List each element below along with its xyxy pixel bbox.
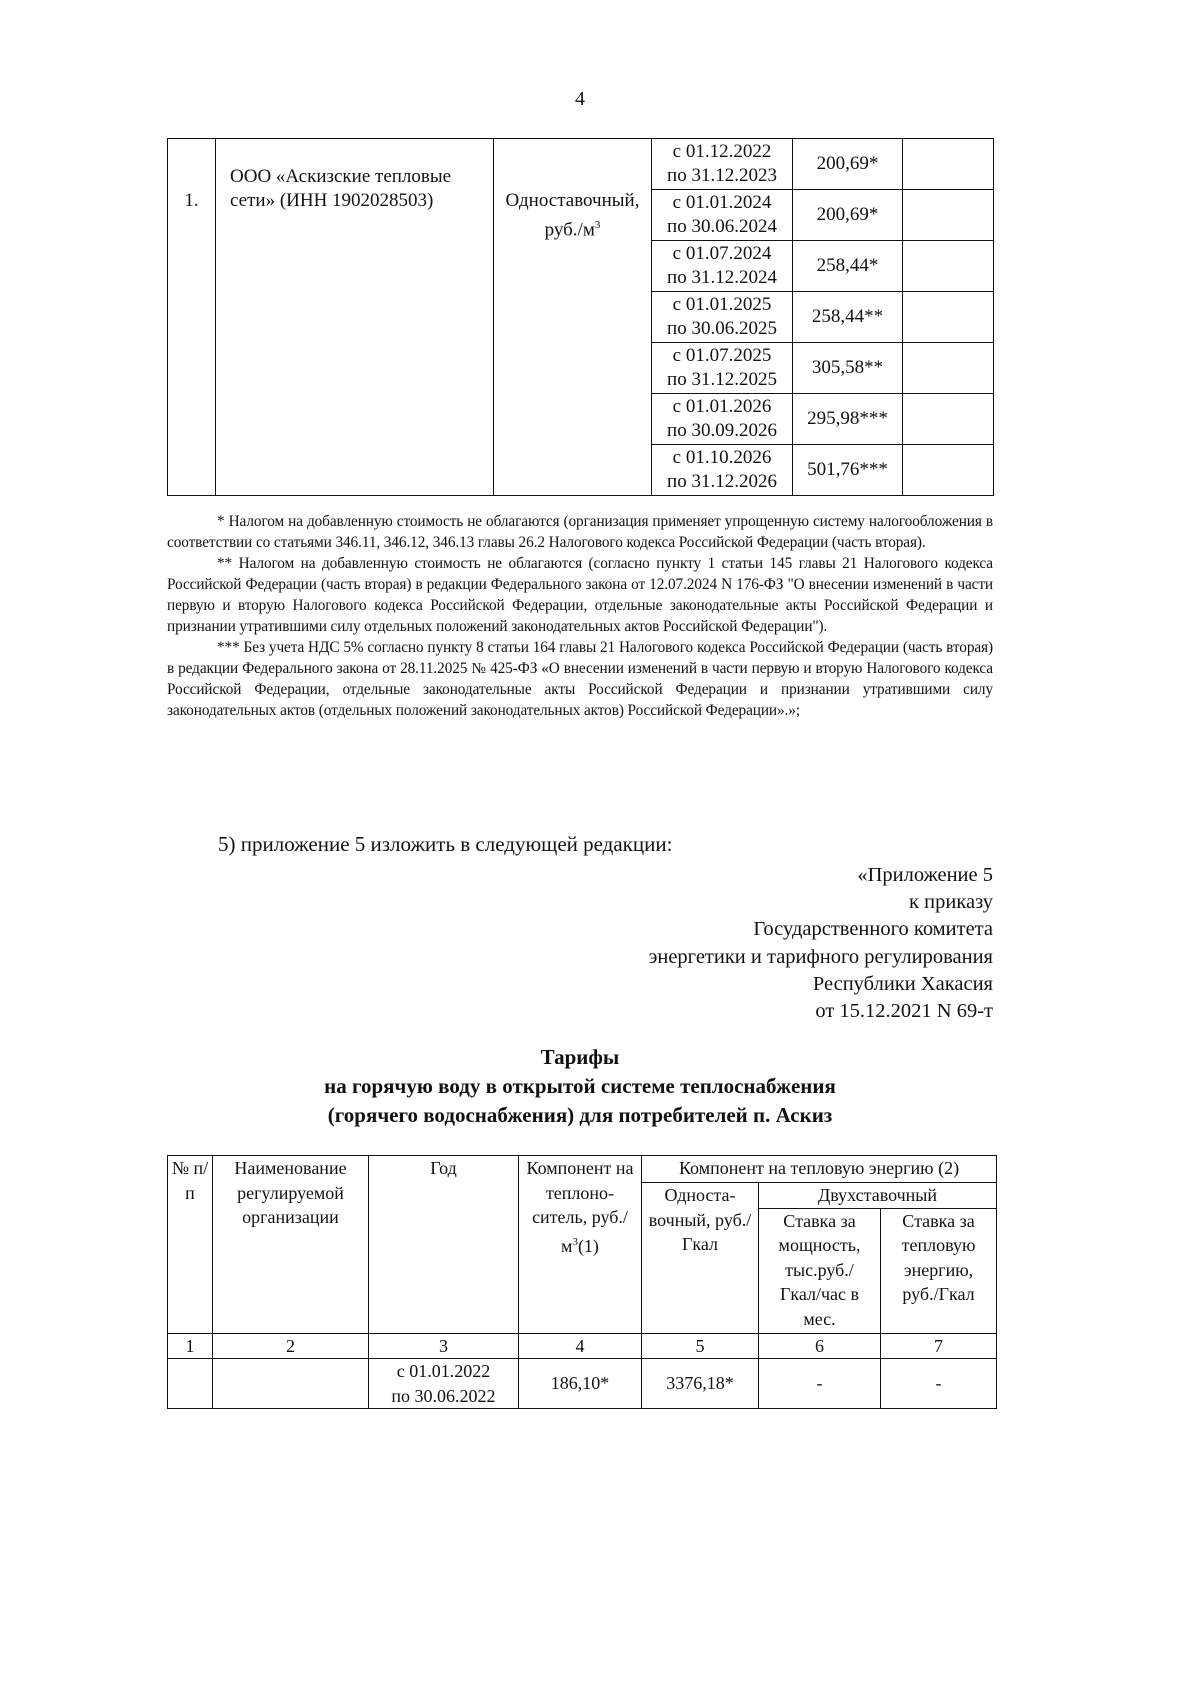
header-single: Односта-вочный, руб./Гкал xyxy=(642,1183,759,1334)
period-from: с 01.10.2026 xyxy=(672,447,772,468)
period-to: по 31.12.2024 xyxy=(667,267,777,288)
column-number: 2 xyxy=(213,1333,369,1359)
row-number xyxy=(168,1359,213,1409)
period-cell xyxy=(652,445,793,496)
period-to: по 30.06.2022 xyxy=(391,1385,496,1406)
organization-name: ООО «Аскизские тепловые сети» (ИНН 1902028503) xyxy=(216,139,494,496)
tariff-type xyxy=(494,139,652,496)
title-line: (горячего водоснабжения) для потребителей п. Аскиз xyxy=(327,1103,833,1127)
value-energy: - xyxy=(881,1359,997,1409)
footnotes xyxy=(167,511,993,721)
header-carrier-text: Компонент на теплоно-ситель, руб./м xyxy=(526,1158,634,1256)
value-capacity: - xyxy=(759,1359,881,1409)
column-numbers-row xyxy=(168,1333,997,1359)
tariff-value: 258,44** xyxy=(793,292,903,343)
column-number: 4 xyxy=(519,1333,642,1359)
footnote-3: *** Без учета НДС 5% согласно пункту 8 статьи 164 главы 21 Налогового кодекса Российской Федерации (часть вторая) в редакции Федерального закона от 28.11.2025 № 425-ФЗ «О внесении изменений в части первую и вторую Налогового кодекса Российской Федерации, отдельные законодательные акты Российской Федерации и признании утратившими силу законодательных актов (отдельных положений законодательных актов) Российской Федерации».»; xyxy=(167,639,993,719)
header-heat: Компонент на тепловую энергию (2) xyxy=(642,1156,997,1183)
tariff-value: 501,76*** xyxy=(793,445,903,496)
period-cell xyxy=(652,343,793,394)
period-to: по 31.12.2026 xyxy=(667,471,777,492)
period-from: с 01.07.2025 xyxy=(672,345,772,366)
empty-cell xyxy=(903,190,994,241)
header-carrier-note: (1) xyxy=(577,1235,599,1256)
tariff-type-text: Одноставочный, руб./м xyxy=(505,190,640,241)
period-cell xyxy=(652,190,793,241)
empty-cell xyxy=(903,139,994,190)
appendix-line: «Приложение 5 xyxy=(857,864,993,886)
period-cell xyxy=(652,139,793,190)
empty-cell xyxy=(903,241,994,292)
title-line: на горячую воду в открытой системе теплоснабжения xyxy=(324,1074,836,1098)
period-from: с 01.01.2025 xyxy=(672,294,772,315)
tariff-type-sup: 3 xyxy=(594,219,601,231)
document-title xyxy=(167,1043,993,1130)
header-carrier xyxy=(519,1156,642,1334)
item-5-text: 5) приложение 5 изложить в следующей редакции: xyxy=(218,832,673,856)
tariff-table-hot-water xyxy=(167,1155,997,1409)
table-row xyxy=(168,139,994,190)
organization-name xyxy=(213,1359,369,1409)
empty-cell xyxy=(903,445,994,496)
appendix-header xyxy=(649,862,993,1025)
tariff-value: 305,58** xyxy=(793,343,903,394)
period-cell xyxy=(652,292,793,343)
period-from: с 01.07.2024 xyxy=(672,243,772,264)
period-cell xyxy=(369,1359,519,1409)
column-number: 3 xyxy=(369,1333,519,1359)
period-to: по 31.12.2025 xyxy=(667,369,777,390)
header-year: Год xyxy=(369,1156,519,1334)
column-number: 6 xyxy=(759,1333,881,1359)
empty-cell xyxy=(903,292,994,343)
period-from: с 01.01.2026 xyxy=(672,396,772,417)
empty-cell xyxy=(903,343,994,394)
tariff-value: 200,69* xyxy=(793,139,903,190)
column-number: 1 xyxy=(168,1333,213,1359)
period-to: по 30.06.2024 xyxy=(667,216,777,237)
title-line: Тарифы xyxy=(540,1045,620,1069)
tariff-table-cold-water xyxy=(167,138,994,496)
period-to: по 31.12.2023 xyxy=(667,165,777,186)
appendix-line: Государственного комитета xyxy=(753,918,993,941)
appendix-line: Республики Хакасия xyxy=(812,972,993,995)
header-org: Наименование регулируемой организации xyxy=(213,1156,369,1334)
period-from: с 01.12.2022 xyxy=(672,141,772,162)
period-from: с 01.01.2024 xyxy=(672,192,772,213)
period-to: по 30.09.2026 xyxy=(667,420,777,441)
period-from: с 01.01.2022 xyxy=(396,1361,491,1381)
header-capacity: Ставка за мощность, тыс.руб./ Гкал/час в мес. xyxy=(759,1208,881,1333)
tariff-value: 295,98*** xyxy=(793,394,903,445)
header-num: № п/п xyxy=(168,1156,213,1334)
value-single: 3376,18* xyxy=(642,1359,759,1409)
row-number: 1. xyxy=(168,139,216,496)
footnote-1: * Налогом на добавленную стоимость не облагаются (организация применяет упрощенную систему налогообложения в соответствии со статьями 346.11, 346.12, 346.13 главы 26.2 Налогового кодекса Российской Федерации (часть вторая). xyxy=(167,513,993,551)
tariff-value: 200,69* xyxy=(793,190,903,241)
header-energy: Ставка за тепловую энергию, руб./Гкал xyxy=(881,1208,997,1333)
header-two-rate: Двухставочный xyxy=(759,1183,997,1209)
value-carrier: 186,10* xyxy=(519,1359,642,1409)
empty-cell xyxy=(903,394,994,445)
table-row xyxy=(168,1359,997,1409)
appendix-line: от 15.12.2021 N 69-т xyxy=(815,1000,993,1023)
period-cell xyxy=(652,241,793,292)
appendix-line: энергетики и тарифного регулирования xyxy=(648,945,993,968)
tariff-value: 258,44* xyxy=(793,241,903,292)
appendix-line: к приказу xyxy=(909,891,993,914)
header-carrier-sup: 3 xyxy=(572,1235,578,1248)
column-number: 7 xyxy=(881,1333,997,1359)
period-cell xyxy=(652,394,793,445)
period-to: по 30.06.2025 xyxy=(667,318,777,339)
page-number: 4 xyxy=(575,88,585,110)
column-number: 5 xyxy=(642,1333,759,1359)
footnote-2: ** Налогом на добавленную стоимость не облагаются (согласно пункту 1 статьи 145 главы 21 Налогового кодекса Российской Федерации (часть вторая) в редакции Федерального закона от 12.07.2024 N 176-ФЗ "О внесении изменений в части первую и вторую Налогового кодекса Российской Федерации, отдельные законодательные акты Российской Федерации и признании утратившими силу отдельных положений законодательных актов Российской Федерации"). xyxy=(167,555,993,635)
